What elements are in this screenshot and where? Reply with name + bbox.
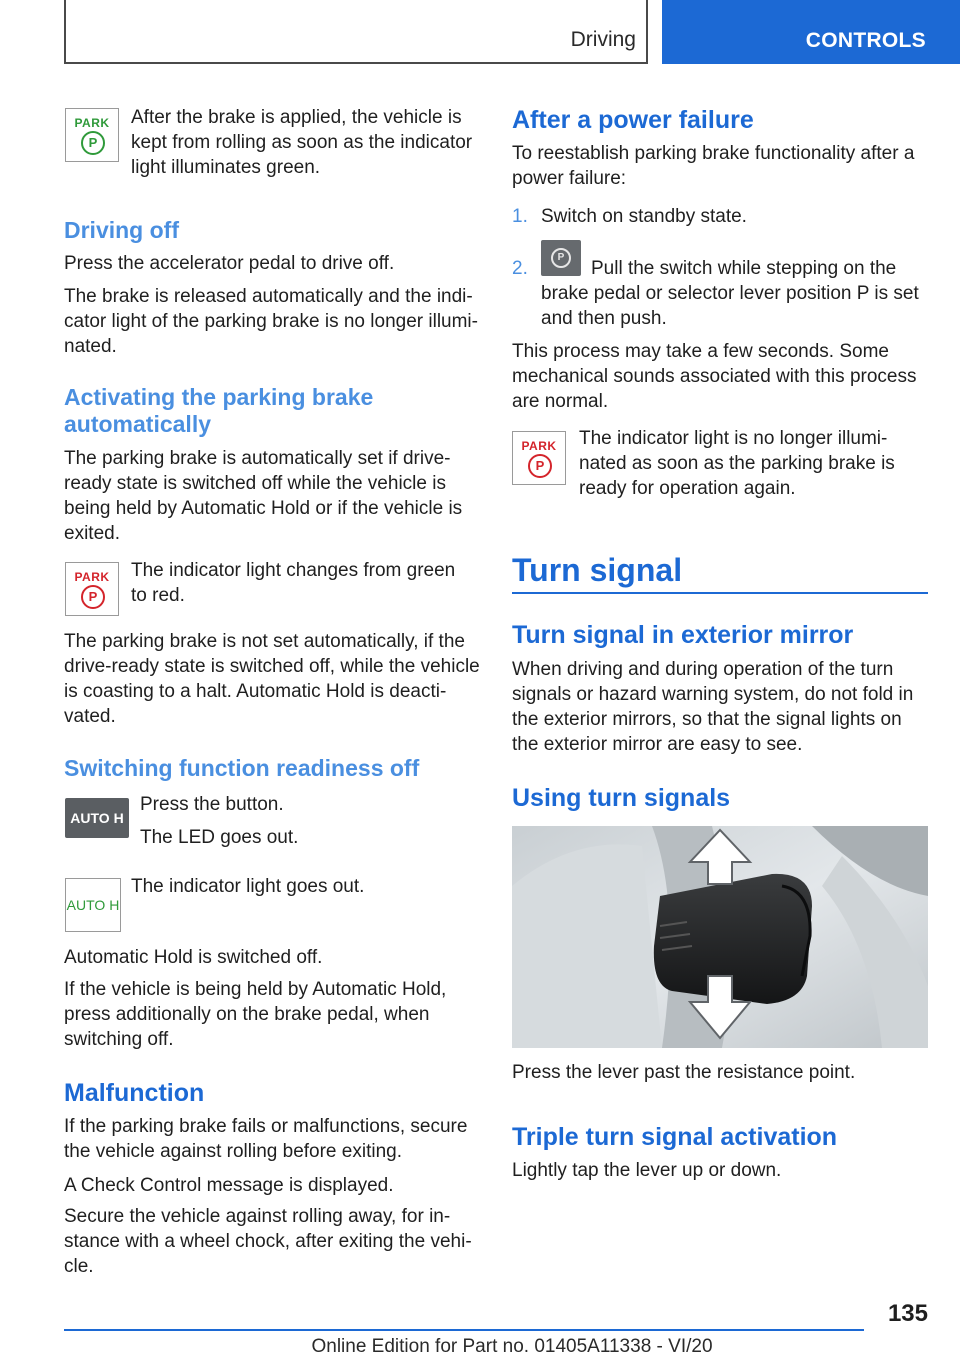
power-failure-p2: This process may take a few seconds. Some mechanical sounds associated with this process are normal. [512, 341, 917, 412]
triple-text: Lightly tap the lever up or down. [512, 1160, 782, 1181]
footer-divider [64, 1329, 864, 1331]
auto-h-indicator-icon: AUTO H [65, 878, 121, 932]
step-2-number: 2. [512, 258, 528, 279]
activating-heading: Activating the parking brake automatically [64, 384, 374, 437]
using-text: Press the lever past the resistance point. [512, 1062, 856, 1083]
driving-off-heading: Driving off [64, 217, 179, 243]
park-red-indicator-icon: PARK P [65, 562, 119, 616]
malfunction-p2: A Check Control message is displayed. [64, 1175, 394, 1196]
switching-p4: Automatic Hold is switched off. [64, 947, 323, 968]
malfunction-p3: Secure the vehicle against rolling away, for instance with a wheel chock, after exiting the vehicle. [64, 1206, 472, 1277]
power-failure-heading: After a power failure [512, 106, 754, 134]
turn-signal-lever-image [512, 826, 928, 1048]
switching-heading: Switching function readiness off [64, 755, 420, 781]
switching-p3: The indicator light goes out. [131, 876, 365, 897]
activating-p2: The indicator light changes from green to red. [131, 560, 456, 606]
park-red-indicator-icon-2: PARK P [512, 431, 566, 485]
header-chapter-tab: CONTROLS [662, 0, 960, 64]
switching-p2: The LED goes out. [140, 827, 299, 848]
activating-p3: The parking brake is not set automatically, if the drive-ready state is switched off, while the vehicle is coasting to a halt. Automatic Hold is deactivated. [64, 631, 480, 727]
step-1-text: Switch on standby state. [541, 206, 747, 227]
power-failure-p1: To reestablish parking brake functionality after a power failure: [512, 143, 915, 189]
driving-off-p2: The brake is released automatically and the indicator light of the parking brake is no longer illuminated. [64, 286, 478, 357]
auto-h-button-icon: AUTO H [65, 798, 129, 838]
mirror-heading: Turn signal in exterior mirror [512, 621, 854, 649]
turn-signal-heading: Turn signal [512, 552, 683, 588]
step-2-text: Pull the switch while stepping on the brake pedal or selector lever position P is set and then push. [541, 258, 919, 329]
power-failure-p3: The indicator light is no longer illuminated as soon as the parking brake is ready for operation again. [579, 428, 895, 499]
mirror-text: When driving and during operation of the turn signals or hazard warning system, do not fold in the exterior mirrors, so that the signal lights on the exterior mirror are easy to see. [512, 659, 914, 755]
parking-brake-switch-icon: P [541, 240, 581, 276]
activating-p1: The parking brake is automatically set if drive-ready state is switched off while the vehicle is being held by Automatic Hold or if the vehicle is exited. [64, 448, 463, 544]
park-green-indicator-icon: PARK P [65, 108, 119, 162]
triple-heading: Triple turn signal activation [512, 1123, 838, 1151]
section-divider [512, 592, 928, 594]
switching-p1: Press the button. [140, 794, 284, 815]
driving-off-p1: Press the accelerator pedal to drive off. [64, 253, 395, 274]
step-1-number: 1. [512, 206, 528, 227]
footer-edition: Online Edition for Part no. 01405A11338 - VI/20 [311, 1336, 713, 1357]
using-heading: Using turn signals [512, 784, 731, 812]
page-number: 135 [887, 1300, 928, 1327]
intro-text: After the brake is applied, the vehicle is kept from rolling as soon as the indicator light illuminates green. [131, 107, 473, 178]
switching-p5: If the vehicle is being held by Automatic Hold, press additionally on the brake pedal, when switching off. [64, 979, 447, 1050]
malfunction-p1: If the parking brake fails or malfunctions, secure the vehicle against rolling before exiting. [64, 1116, 468, 1162]
header-section-title: Driving [570, 28, 636, 51]
malfunction-heading: Malfunction [64, 1079, 205, 1107]
